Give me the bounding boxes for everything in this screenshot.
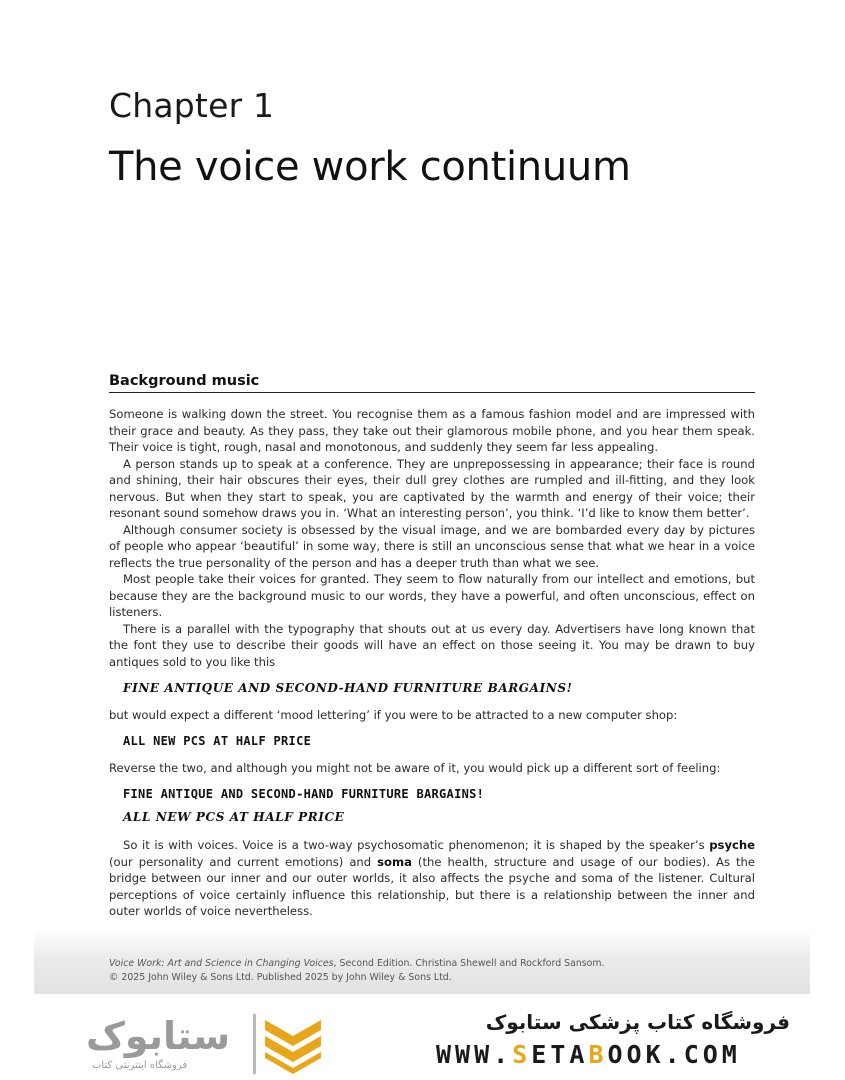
- url-highlight: B: [588, 1040, 608, 1069]
- body-text: [109, 406, 755, 920]
- section-heading: Background music: [109, 373, 755, 393]
- paragraph: Although consumer society is obsessed by the visual image, and we are bombarded every day by pictures of people who appear ‘beautiful’ in some way, there is still an unconscious sense that what we hear in a voice reflects the true personality of the person and has a deeper truth than what we see.: [109, 522, 755, 570]
- footer-citation: [109, 957, 605, 985]
- url-highlight: S: [512, 1040, 532, 1069]
- book-logo-icon: [253, 1014, 333, 1074]
- term-psyche: psyche: [709, 838, 755, 852]
- paragraph: A person stands up to speak at a conference. They are unprepossessing in appearance; their face is round and shining, their hair obscures their eyes, their dull grey clothes are rumpled and ill-fitting, and they look nervous. But when they start to speak, you are captivated by the warmth and energy of their voice; their resonant sound somehow draws you in. ‘What an interesting person’, you think. ‘I’d like to know them better’.: [109, 456, 755, 520]
- citation-line: [109, 957, 605, 971]
- shop-name: فروشگاه کتاب پزشکی ستابوک: [485, 1010, 790, 1034]
- shop-url: [436, 1040, 741, 1069]
- chapter-title: The voice work continuum: [109, 144, 631, 190]
- paragraph: Someone is walking down the street. You recognise them as a famous fashion model and are impressed with their grace and beauty. As they pass, they take out their glamorous mobile phone, and you hear them speak. Their voice is tight, rough, nasal and monotonous, and suddenly they seem far less appealing.: [109, 407, 755, 454]
- citation-text: , Second Edition. Christina Shewell and Rockford Sansom.: [333, 958, 605, 969]
- paragraph-text: So it is with voices. Voice is a two-way psychosomatic phenomenon; it is shaped by the speaker’s: [123, 838, 710, 852]
- paragraph: Most people take their voices for granted. They seem to flow naturally from our intellect and emotions, but because they are the background music to our words, they have a powerful, and often unconscious, effect on listeners.: [109, 572, 755, 619]
- paragraph: Reverse the two, and although you might not be aware of it, you would pick up a different sort of feeling:: [109, 760, 721, 775]
- logo-subtitle: فروشگاه اینترنتی کتاب: [92, 1060, 188, 1071]
- logo-wordmark: ستابوک: [86, 1014, 231, 1058]
- url-part: OOK.COM: [607, 1040, 741, 1069]
- url-part: ETA: [531, 1040, 589, 1069]
- paragraph: [109, 837, 755, 920]
- copyright-line: © 2025 John Wiley & Sons Ltd. Published 2025 by John Wiley & Sons Ltd.: [109, 972, 452, 983]
- paragraph-text: (the health, structure and usage of our bodies). As the bridge between our inner and our outer worlds, it also affects the psyche and soma of the listener. Cultural perceptions of voice certainly influence this relationship, but there is a relationship between the inner and outer worlds of voice nevertheless.: [109, 854, 756, 918]
- paragraph-text: (our personality and current emotions) and: [109, 854, 378, 869]
- sample-lettering-block: FINE ANTIQUE AND SECOND-HAND FURNITURE BARGAINS!: [123, 787, 485, 801]
- sample-lettering-gothic: ALL NEW PCS AT HALF PRICE: [123, 809, 345, 824]
- url-part: WWW.: [436, 1040, 513, 1069]
- book-title: Voice Work: Art and Science in Changing Voices: [109, 958, 334, 969]
- paragraph: There is a parallel with the typography that shouts out at us every day. Advertisers have long known that the font they use to describe their goods will have an effect on those seeing it. You may be drawn to buy antiques sold to you like this: [109, 621, 755, 669]
- sample-lettering-gothic: FINE ANTIQUE AND SECOND-HAND FURNITURE BARGAINS!: [123, 681, 573, 695]
- chapter-label: Chapter 1: [109, 86, 275, 125]
- paragraph: but would expect a different ‘mood lettering’ if you were to be attracted to a new computer shop:: [109, 707, 678, 722]
- sample-lettering-block: ALL NEW PCS AT HALF PRICE: [123, 734, 312, 748]
- term-soma: soma: [377, 854, 412, 869]
